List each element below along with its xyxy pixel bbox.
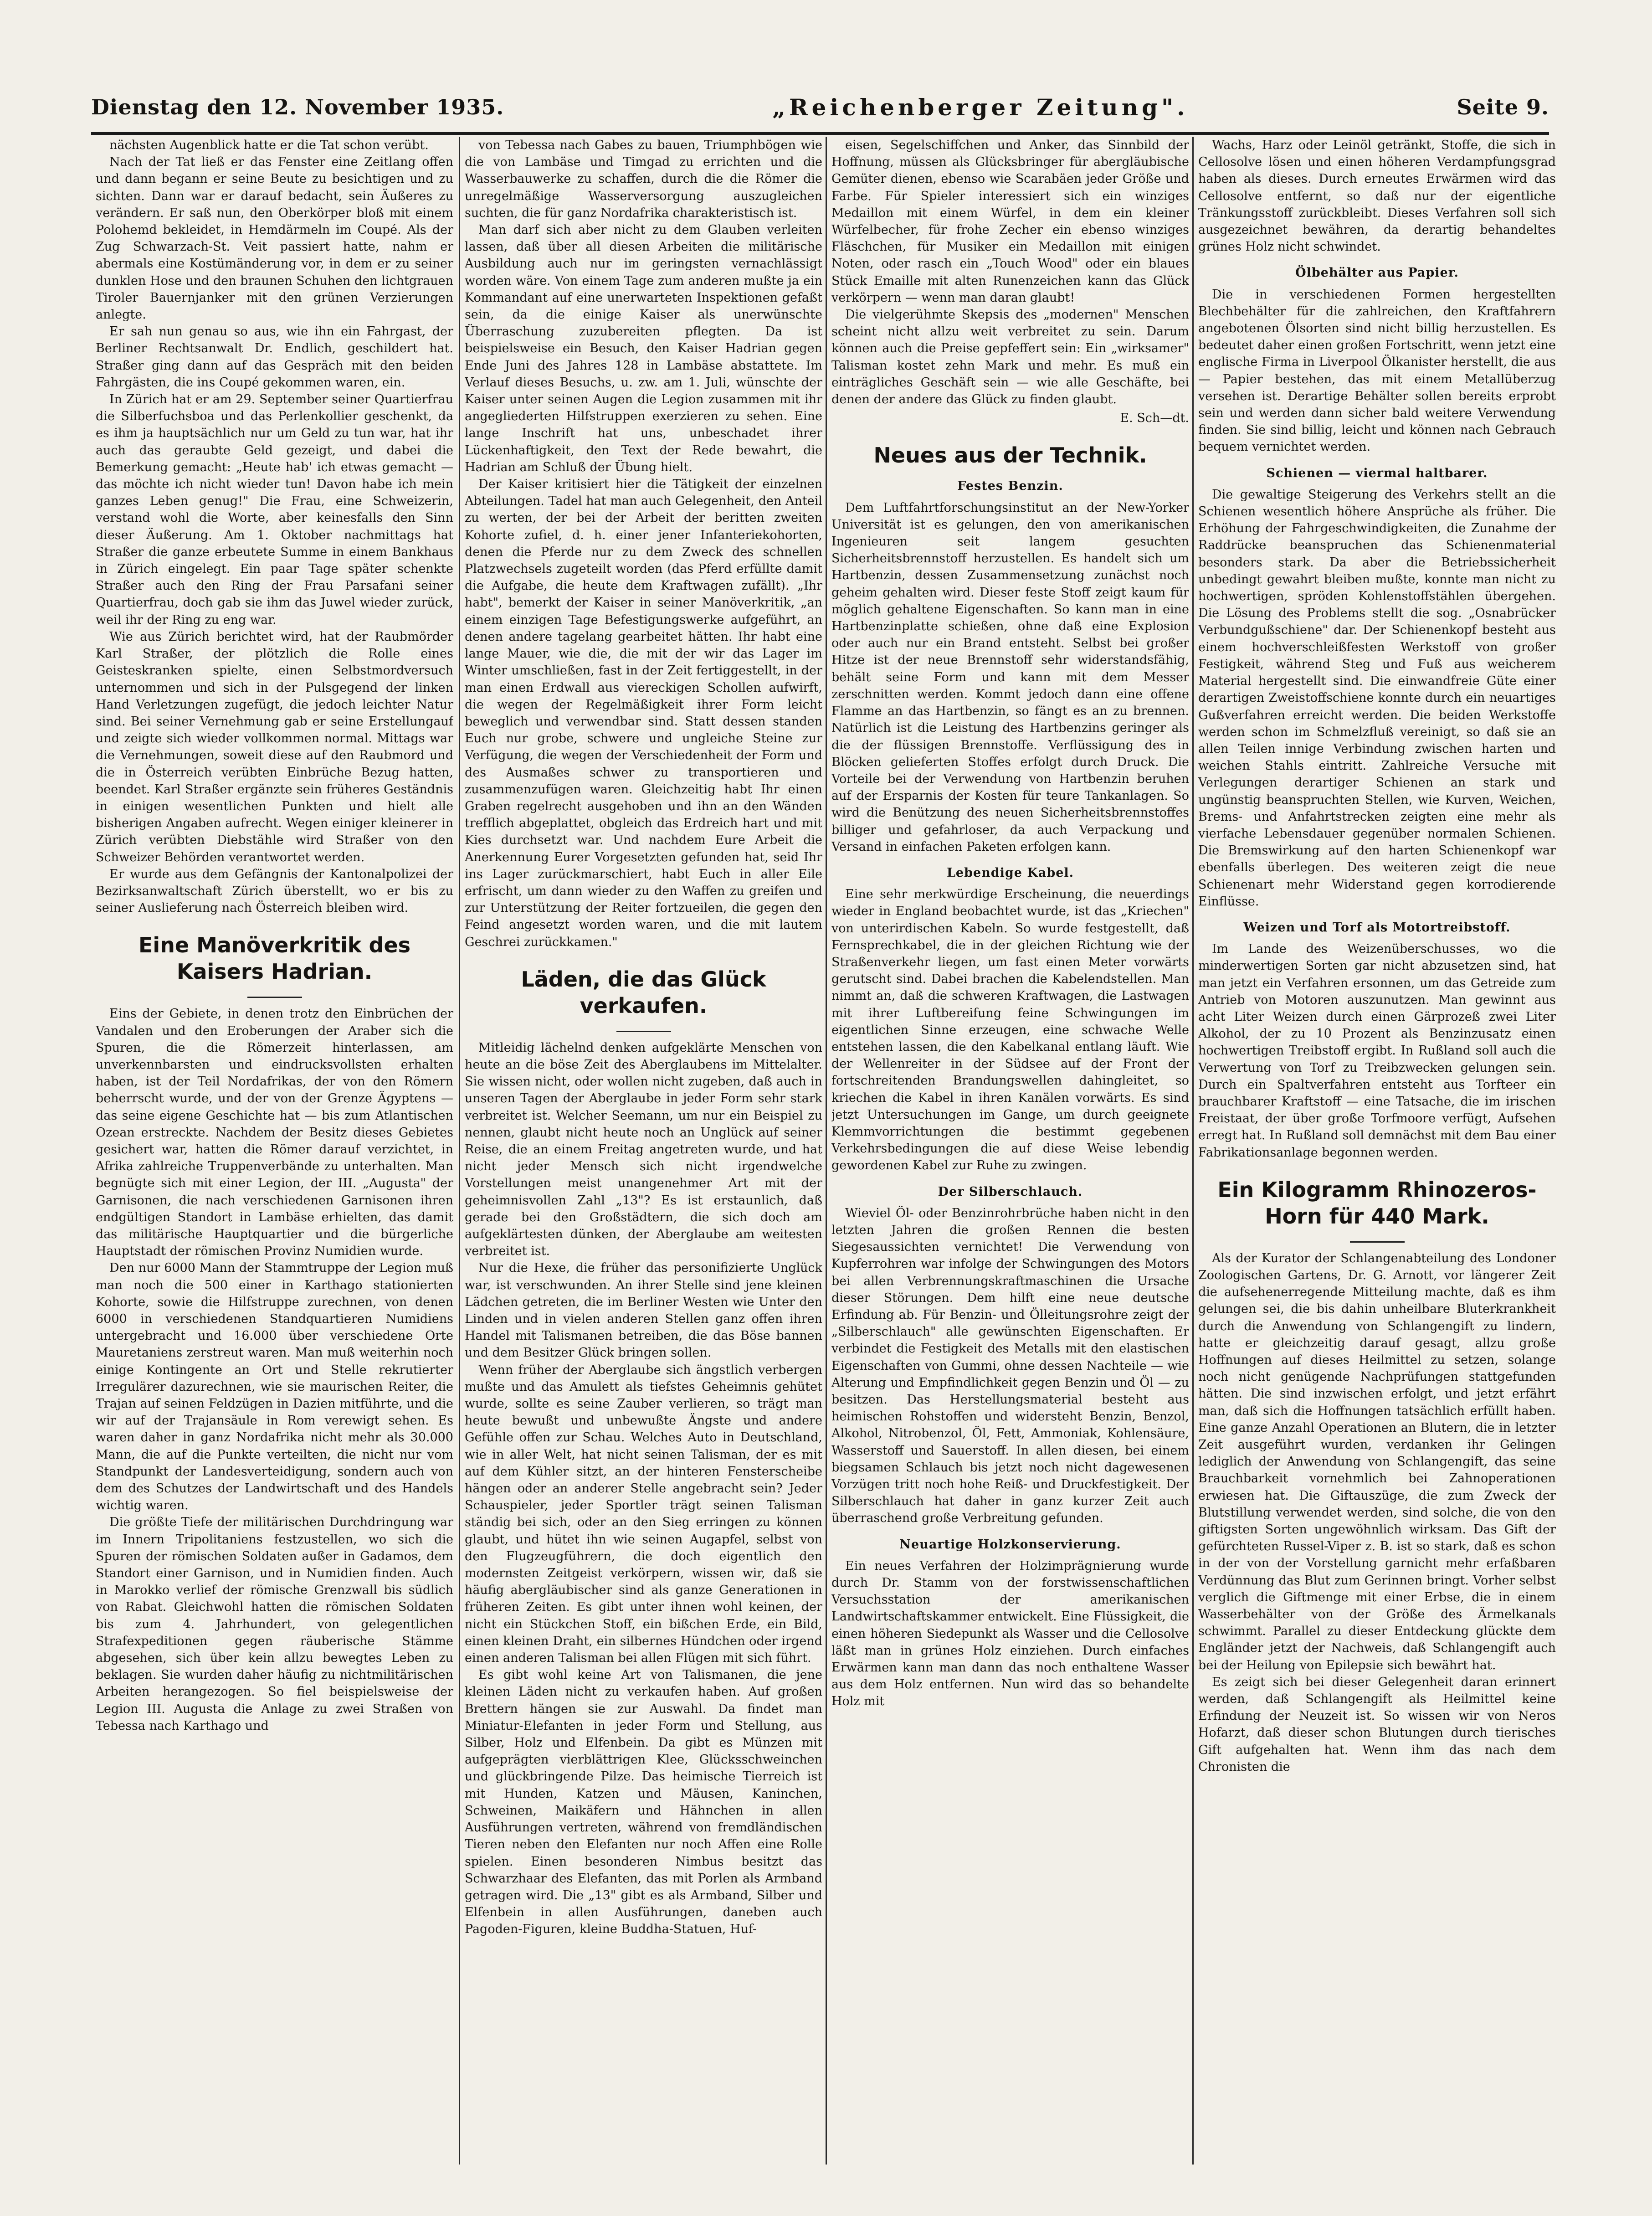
article-paragraph: Als der Kurator der Schlangenabteilung des Londoner Zoologischen Gartens, Dr. G. Arnott, vor längerer Zeit die aufsehenerregende Mitteilung machte, daß es ihm gelungen sei, die bis dahin unheilbare Bluterkrankheit durch die Anwendung von Schlangengift zu lindern, hatte er gleichzeitig darauf gesagt, allzu große Hoffnungen auf dieses Heilmittel zu setzen, solange noch nicht genügende Nachprüfungen stattgefunden hätten. Die sind inzwischen erfolgt, und jetzt erfährt man, daß sich die Hoffnungen tatsächlich erfüllt haben. Eine ganze Anzahl Operationen an Blutern, die in letzter Zeit ausgeführt wurden, verdanken ihr Gelingen lediglich der Anwendung von Schlangengift, das seine Brauchbarkeit vornehmlich bei Zahnoperationen erwiesen hat. Die Giftauszüge, die zum Zweck der Blutstillung verwendet werden, sind solche, die von den giftigsten Sorten ungewöhnlich wirksam. Das Gift der gefürchteten Russel-Viper z. B. ist so stark, daß es schon in der von der Vorstellung garnicht mehr erfaßbaren Verdünnung das Blut zum Gerinnen bringt. Vorher selbst verglich die Giftmenge mit einer Erbse, die in einem Wasserbehälter von der Größe des Ärmelkanals schwimmt. Parallel zu dieser Entdeckung glückte dem Engländer jetzt der Nachweis, daß Schlangengift auch bei der Heilung von Epilepsie sich bewährt hat.	[1198, 1251, 1556, 1672]
article-paragraph: Wie aus Zürich berichtet wird, hat der Raubmörder Karl Straßer, der plötzlich die Rolle eines Geisteskranken spielte, einen Selbstmordversuch unternommen und sich in der Pulsgegend der linken Hand Verletzungen zugefügt, die jedoch leichter Natur sind. Bei seiner Vernehmung gab er seine Erstellungauf und zeigte sich wieder vollkommen normal. Mittags war die Vernehmungen, soweit diese auf den Raubmord und die in Österreich verübten Einbrüche Bezug hatten, beendet. Karl Straßer ergänzte sein früheres Geständnis in einigen wesentlichen Punkten und hielt alle bisherigen Angaben aufrecht. Wegen einiger kleinerer in Zürich verübten Diebstähle wird Straßer von den Schweizer Behörden verantwortet werden.	[96, 629, 453, 864]
article-paragraph: Den nur 6000 Mann der Stammtruppe der Legion muß man noch die 500 einer in Karthago stationierten Kohorte, sowie die Hilfstruppe zurechnen, von denen 6000 in verschiedenen Standquartieren Numidiens untergebracht und 16.000 über verschiedene Orte Mauretaniens zerstreut waren. Man muß weiterhin noch einige Kontingente an Ort und Stelle rekrutierter Irregulärer dazurechnen, wie sie maurischen Reiter, die Trajan auf seinen Feldzügen in Dazien mitführte, und die wir auf der Trajansäule in Rom verewigt sehen. Es waren daher in ganz Nordafrika nicht mehr als 30.000 Mann, die auf die Punkte verteilten, die nicht nur vom Standpunkt der Landesverteidigung, sondern auch von dem des Schutzes der Landwirtschaft und des Handels wichtig waren.	[96, 1261, 453, 1513]
article-paragraph: Es gibt wohl keine Art von Talismanen, die jene kleinen Läden nicht zu verkaufen haben. Auf großen Brettern hängen sie zur Auswahl. Da findet man Miniatur-Elefanten in jeder Form und Stellung, aus Silber, Holz und Elfenbein. Da gibt es Münzen mit aufgeprägten vierblättrigen Klee, Glücksschweinchen und glückbringende Pilze. Das heimische Tierreich ist mit Hunden, Katzen und Mäusen, Kaninchen, Schweinen, Maikäfern und Hähnchen in allen Ausführungen vertreten, während von fremdländischen Tieren neben den Elefanten nur noch Affen eine Rolle spielen. Einen besonderen Nimbus besitzt das Schwarzhaar des Elefanten, das mit Porlen als Armband getragen wird. Die „13" gibt es als Armband, Silber und Elfenbein in allen Ausführungen, daneben auch Pagoden-Figuren, kleine Buddha-Statuen, Huf-	[465, 1668, 822, 1937]
article-paragraph: Die vielgerühmte Skepsis des „modernen" Menschen scheint nicht allzu weit verbreitet zu sein. Darum können auch die Preise gepfeffert sein: Ein „wirksamer" Talisman kostet zehn Mark und mehr. Es muß ein einträgliches Geschäft sein — wie alle Geschäfte, bei denen der andere das Glück zu finden glaubt.	[831, 308, 1189, 407]
column-1	[96, 137, 453, 2165]
article-paragraph: Die in verschiedenen Formen hergestellten Blechbehälter für die zahlreichen, den Kraftfahrern angebotenen Ölsorten sind nicht billig herzustellen. Es bedeutet daher einen großen Fortschritt, wenn jetzt eine englische Firma in Liverpool Ölkanister herstellt, die aus — Papier bestehen, das mit einem Metallüberzug versehen ist. Derartige Behälter sollen bereits erprobt sein und werden dann sicher bald weitere Verwendung finden. Sie sind billig, leicht und können nach Gebrauch bequem vernichtet werden.	[1198, 287, 1556, 454]
article-paragraph: Er sah nun genau so aus, wie ihn ein Fahrgast, der Berliner Rechtsanwalt Dr. Endlich, geschildert hat. Straßer ging dann auf das Gespräch mit den beiden Fahrgästen, die ins Coupé gekommen waren, ein.	[96, 324, 453, 390]
article-paragraph: Wenn früher der Aberglaube sich ängstlich verbergen mußte und das Amulett als tiefstes Geheimnis gehütet wurde, sollte es seine Zauber verlieren, so trägt man heute bewußt und unbewußte Ängste und andere Gefühle offen zur Schau. Welches Auto in Deutschland, wie in aller Welt, hat nicht seinen Talisman, der es mit auf dem Kühler sitzt, an der hinteren Fensterscheibe hängen oder an anderer Stelle angebracht sein? Jeder Schauspieler, jeder Sportler trägt seinen Talisman ständig bei sich, oder an den Sieg erringen zu können glaubt, und hütet ihn wie seinen Augapfel, selbst von den Flugzeugführern, die doch eigentlich den modernsten Zeitgeist verkörpern, wissen wir, daß sie häufig abergläubischer sind als ganze Generationen in früheren Zeiten. Es gibt unter ihnen wohl keinen, der nicht ein Stückchen Stoff, ein bißchen Erde, ein Bild, einen kleinen Draht, ein silbernes Hündchen oder irgend einen anderen Talisman bei allen Flügen mit sich führt.	[465, 1363, 822, 1666]
article-headline: Eine Manöverkritik des Kaisers Hadrian.	[138, 933, 411, 984]
headline-rule	[247, 997, 302, 998]
column-rule	[1192, 137, 1194, 2165]
article-paragraph: Es zeigt sich bei dieser Gelegenheit daran erinnert werden, daß Schlangengift als Heilmittel keine Erfindung der Neuzeit ist. So wissen wir von Neros Hofarzt, daß dieser schon Blutungen durch tierisches Gift aufgehalten hat. Wenn ihm das nach dem Chronisten die	[1198, 1675, 1556, 1774]
article-paragraph: Die größte Tiefe der militärischen Durchdringung war im Innern Tripolitaniens festzustellen, wo sich die Spuren der römischen Soldaten außer in Gadamos, dem Standort einer Garnison, und in Numidien finden. Auch in Marokko verlief der römische Grenzwall bis südlich von Rabat. Gleichwohl hatten die römischen Soldaten bis zum 4. Jahrhundert, von gelegentlichen Strafexpeditionen gegen räuberische Stämme abgesehen, sich über kein allzu bewegtes Leben zu beklagen. Sie wurden daher häufig zu nichtmilitärischen Arbeiten herangezogen. So fiel beispielsweise der Legion III. Augusta die Anlage zu zwei Straßen von Tebessa nach Karthago und	[96, 1515, 453, 1733]
column-3	[831, 137, 1189, 2165]
subheading: Festes Benzin.	[957, 479, 1063, 494]
column-2	[465, 137, 822, 2165]
article-paragraph: eisen, Segelschiffchen und Anker, das Sinnbild der Hoffnung, müssen als Glücksbringer für abergläubische Gemüter dienen, ebenso wie Scarabäen jeder Größe und Farbe. Für Spieler interessiert sich ein winziges Medaillon mit einem Würfel, in dem ein kleiner Würfelbecher, für frohe Zecher ein ebenso winziges Fläschchen, für Musiker ein Medaillon mit einigen Noten, oder rasch ein „Touch Wood" oder ein blaues Stück Emaille mit alten Runenzeichen kann das Glück verkörpern — wenn man daran glaubt!	[831, 138, 1189, 305]
article-paragraph: Der Kaiser kritisiert hier die Tätigkeit der einzelnen Abteilungen. Tadel hat man auch Gelegenheit, den Anteil zu werten, der bei der Arbeit der beritten zweiten Kohorte zufiel, d. h. einer jener Infanteriekohorten, denen die Pferde nur zu dem Zweck des schnellen Platzwechsels zugeteilt worden (das Pferd erfüllte damit die Aufgabe, die heute dem Kraftwagen zufällt). „Ihr habt", bemerkt der Kaiser in seiner Manöverkritik, „an einem einzigen Tage Befestigungswerke aufgeführt, an denen andere tagelang gearbeitet hätten. Ihr habt eine lange Mauer, wie die, die mit der wir das Lager im Winter umschließen, fast in der Zeit fertiggestellt, in der man einen Erdwall aus viereckigen Schollen aufwirft, die wegen der Regelmäßigkeit ihrer Form leicht beweglich und verwendbar sind. Statt dessen standen Euch nur grobe, schwere und ungleiche Steine zur Verfügung, die wegen der Verschiedenheit der Form und des Ausmaßes schwer zu transportieren und zusammenzufügen waren. Gleichzeitig habt Ihr einen Graben regelrecht ausgehoben und ihn an den Wänden trefflich abgeplattet, obgleich das Erdreich hart und mit Kies durchsetzt war. Und nachdem Eure Arbeit die Anerkennung Eurer Vorgesetzten gefunden hat, seid Ihr ins Lager zurückmarschiert, habt Euch in aller Eile erfrischt, um dann wieder zu den Waffen zu greifen und zur Unterstützung der Reiter fortzueilen, die gegen den Feind angesetzt worden waren, und die mit lautem Geschrei zurückkamen."	[465, 477, 822, 949]
column-rule	[826, 137, 827, 2165]
headline-rule	[616, 1031, 671, 1032]
article-headline: Ein Kilogramm Rhinozeros-Horn für 440 Mark.	[1217, 1177, 1537, 1229]
article-paragraph: In Zürich hat er am 29. September seiner Quartierfrau die Silberfuchsboa und das Perlenkollier geschenkt, da es ihm ja hauptsächlich nur um Geld zu tun war, hat ihr auch das geraubte Geld gezeigt, und dabei die Bemerkung gemacht: „Heute hab' ich etwas gemacht — das möchte ich nicht wieder tun! Davon habe ich mein ganzes Leben genug!" Die Frau, eine Schweizerin, verstand wohl die Worte, aber keinesfalls den Sinn dieser Äußerung. Am 1. Oktober nachmittags hat Straßer die ganze erbeutete Summe in einem Bankhaus in Zürich eingelegt. Ein paar Tage später schenkte Straßer auch den Ring der Frau Parsafani seiner Quartierfrau, doch gab sie ihm das Juwel wieder zurück, weil ihr der Ring zu eng war.	[96, 392, 453, 627]
article-paragraph: von Tebessa nach Gabes zu bauen, Triumphbögen wie die von Lambäse und Timgad zu errichten und die Wasserbauwerke zu schaffen, durch die die Römer die unregelmäßige Wasserversorgung auszugleichen suchten, die für ganz Nordafrika charakteristisch ist.	[465, 138, 822, 220]
article-paragraph: Eins der Gebiete, in denen trotz den Einbrüchen der Vandalen und den Eroberungen der Araber sich die Spuren, die die Römerzeit hinterlassen, am unverkennbarsten und eindrucksvollsten erhalten haben, ist der Teil Nordafrikas, der von den Römern beherrscht wurde, und der von der Grenze Ägyptens — das seine eigene Geschichte hat — bis zum Atlantischen Ozean erstreckte. Nachdem der Besitz dieses Gebietes gesichert war, hatten die Römer darauf verzichtet, in Afrika zahlreiche Truppenverbände zu unterhalten. Man begnügte sich mit einer Legion, der III. „Augusta" der Garnisonen, die nach verschiedenen Garnisonen ihren endgültigen Standort in Lambäse erhielten, das damit das militärische Hauptquartier und die bürgerliche Hauptstadt der römischen Provinz Numidien wurde.	[96, 1007, 453, 1259]
subheading: Schienen — viermal haltbarer.	[1266, 466, 1488, 480]
subheading: Weizen und Torf als Motortreibstoff.	[1243, 920, 1511, 935]
page-header	[91, 82, 1549, 135]
author-signature: E. Sch—dt.	[1120, 411, 1189, 426]
header-paper-name: „Reichenberger Zeitung".	[772, 93, 1189, 121]
article-paragraph: Im Lande des Weizenüberschusses, wo die minderwertigen Sorten gar nicht abzusetzen sind, hat man jetzt ein Verfahren ersonnen, um das Getreide zum Antrieb von Motoren auszunutzen. Man gewinnt aus acht Liter Weizen durch einen Gärprozeß zwei Liter Alkohol, der zu 10 Prozent als Benzinzusatz einen hochwertigen Treibstoff ergibt. In Rußland soll auch die Verwertung von Torf zu Treibzwecken gelungen sein. Durch ein Spaltverfahren entsteht aus Torfteer ein brauchbarer Kraftstoff — eine Tatsache, die im irischen Freistaat, der über große Torfmoore verfügt, Aufsehen erregt hat. In Rußland soll demnächst mit dem Bau einer Fabrikationsanlage begonnen werden.	[1198, 942, 1556, 1160]
article-paragraph: Ein neues Verfahren der Holzimprägnierung wurde durch Dr. Stamm von der forstwissenschaftlichen Versuchsstation der amerikanischen Landwirtschaftskammer entwickelt. Eine Flüssigkeit, die einen höheren Siedepunkt als Wasser und die Cellosolve läßt man in grünes Holz einziehen. Durch einfaches Erwärmen kann man dann das noch enthaltene Wasser aus dem Holz entfernen. Nun wird das so behandelte Holz mit	[831, 1558, 1189, 1709]
article-paragraph: Nur die Hexe, die früher das personifizierte Unglück war, ist verschwunden. An ihrer Stelle sind jene kleinen Lädchen getreten, die im Berliner Westen wie Unter den Linden und in vielen anderen Stellen ganz offen ihren Handel mit Talismanen betreiben, die das Böse bannen und dem Besitzer Glück bringen sollen.	[465, 1261, 822, 1360]
article-paragraph: Eine sehr merkwürdige Erscheinung, die neuerdings wieder in England beobachtet wurde, ist das „Kriechen" von unterirdischen Kabeln. So wurde festgestellt, daß Fernsprechkabel, die in der gleichen Richtung wie der Straßenverkehr liegen, um fast einen Meter vorwärts gerutscht sind. Dabei brachen die Kabelendstellen. Man nimmt an, daß die schweren Kraftwagen, die Lastwagen mit ihrer Luftbereifung feine Schwingungen im eigentlichen Sinne erzeugen, eine schwache Welle entstehen lassen, die den Kabelkanal entlang läuft. Wie der Wellenreiter in der Südsee auf der Front der fortschreitenden Brandungswellen dahingleitet, so kriechen die Kabel in ihren Kanälen vorwärts. Es sind jetzt Untersuchungen im Gange, um durch geeignete Klemmvorrichtungen die bestimmt gegebenen Verkehrsbedingungen die auf diese Weise lebendig gewordenen Kabel zur Ruhe zu zwingen.	[831, 887, 1189, 1173]
article-paragraph: Wachs, Harz oder Leinöl getränkt, Stoffe, die sich in Cellosolve lösen und einen höheren Verdampfungsgrad haben als dieses. Durch erneutes Erwärmen wird das Cellosolve entfernt, so daß nur der eigentliche Tränkungsstoff zurückbleibt. Dieses Verfahren soll sich ausgezeichnet bewähren, da derartig behandeltes grünes Holz nicht schwindet.	[1198, 138, 1556, 254]
headline-rule	[1350, 1241, 1405, 1243]
article-paragraph: nächsten Augenblick hatte er die Tat schon verübt.	[109, 138, 429, 152]
article-paragraph: Dem Luftfahrtforschungsinstitut an der New-Yorker Universität ist es gelungen, den von amerikanischen Ingenieuren seit langem gesuchten Sicherheitsbrennstoff herzustellen. Es handelt sich um Hartbenzin, dessen Zusammensetzung zunächst noch geheim gehalten wird. Dieser feste Stoff zeigt kaum für möglich gehaltene Eigenschaften. So kann man in eine Hartbenzinplatte schießen, ohne daß eine Explosion oder auch nur ein Brand entsteht. Selbst bei großer Hitze ist der neue Brennstoff sehr widerstandsfähig, behält seine Form und kann mit dem Messer zerschnitten werden. Kommt jedoch dann eine offene Flamme an das Hartbenzin, so fängt es an zu brennen. Natürlich ist die Leistung des Hartbenzins geringer als die der flüssigen Brennstoffe. Verflüssigung des in Blöcken gelieferten Stoffes erfolgt durch Druck. Die Vorteile bei der Verwendung von Hartbenzin beruhen auf der Ersparnis der Kosten für teure Tankanlagen. So wird die Benützung des neuen Sicherheitsbrennstoffes billiger und gefahrloser, da auch Verpackung und Versand in einfachen Paketen erfolgen kann.	[831, 500, 1189, 854]
subheading: Neuartige Holzkonservierung.	[899, 1537, 1121, 1552]
article-paragraph: Man darf sich aber nicht zu dem Glauben verleiten lassen, daß über all diesen Arbeiten die militärische Ausbildung auch nur im geringsten vernachlässigt worden wäre. Von einem Tage zum anderen mußte ja ein Kommandant auf eine unerwarteten Inspektionen gefaßt sein, da die einige Kaiser als unerwünschte Überraschung zuzubereiten pflegten. Da ist beispielsweise ein Besuch, den Kaiser Hadrian gegen Ende Juni des Jahres 128 in Lambäse abstattete. Im Verlauf dieses Besuchs, u. zw. am 1. Juli, wünschte der Kaiser unter seinen Augen die Legion zusammen mit ihr angegliederten Hilfstruppen exerzieren zu sehen. Eine lange Inschrift hat uns, unbeschadet ihrer Lückenhaftigkeit, den Text der Rede bewahrt, die Hadrian am Schluß der Übung hielt.	[465, 223, 822, 474]
header-page-number: Seite 9.	[1457, 95, 1549, 119]
subheading: Lebendige Kabel.	[946, 865, 1074, 880]
article-paragraph: Wieviel Öl- oder Benzinrohrbrüche haben nicht in den letzten Jahren die großen Rennen die besten Siegesaussichten vernichtet! Die Verwendung von Kupferrohren war infolge der Schwingungen des Motors bei allen Verbrennungskraftmaschinen die Ursache dieser Störungen. Dem hilft eine neue deutsche Erfindung ab. Für Benzin- und Ölleitungsrohre zeigt der „Silberschlauch" alle gewünschten Eigenschaften. Er verbindet die Festigkeit des Metalls mit den elastischen Eigenschaften von Gummi, ohne dessen Nachteile — wie Alterung und Empfindlichkeit gegen Benzin und Öl — zu besitzen. Das Herstellungsmaterial besteht aus heimischen Rohstoffen und widersteht Benzin, Benzol, Alkohol, Nitrobenzol, Öl, Fett, Ammoniak, Kohlensäure, Wasserstoff und Sauerstoff. In allen diesen, bei einem biegsamen Schlauch bis jetzt noch nicht dagewesenen Vorzügen tritt noch hohe Reiß- und Druckfestigkeit. Der Silberschlauch hat daher in ganz kurzer Zeit auch überraschend große Verbreitung gefunden.	[831, 1206, 1189, 1526]
article-paragraph: Nach der Tat ließ er das Fenster eine Zeitlang offen und dann begann er seine Beute zu besichtigen und zu sichten. Dann war er darauf bedacht, sein Äußeres zu verändern. Er saß nun, den Oberkörper bloß mit einem Polohemd bekleidet, in Hemdärmeln im Coupé. Als der Zug Schwarzach-St. Veit passiert hatte, nahm er abermals eine Kostümänderung vor, in dem er zu seiner dunklen Hose und den braunen Schuhen den lichtgrauen Tiroler Bauernjanker mit den grünen Verzierungen anlegte.	[96, 155, 453, 322]
subheading: Ölbehälter aus Papier.	[1295, 266, 1459, 280]
column-4	[1198, 137, 1556, 2165]
article-paragraph: Mitleidig lächelnd denken aufgeklärte Menschen von heute an die böse Zeit des Aberglaubens im Mittelalter. Sie wissen nicht, oder wollen nicht zugeben, daß auch in unseren Tagen der Aberglaube in jeder Form sehr stark verbreitet ist. Welcher Seemann, um nur ein Beispiel zu nennen, glaubt nicht heute noch an Unglück auf seiner Reise, die an einem Freitag angetreten wurde, und hat nicht jeder Mensch sich nicht irgendwelche Vorstellungen meist unangenehmer Art mit der geheimnisvollen Zahl „13"? Es ist erstaunlich, daß gerade bei den Großstädtern, die sich doch am aufgeklärtesten dünken, der Aberglaube am weitesten verbreitet ist.	[465, 1040, 822, 1259]
article-headline: Läden, die das Glück verkaufen.	[521, 967, 766, 1018]
article-paragraph: Die gewaltige Steigerung des Verkehrs stellt an die Schienen wesentlich höhere Ansprüche als früher. Die Erhöhung der Fahrgeschwindigkeiten, die Zunahme der Raddrücke beanspruchen das Schienenmaterial besonders stark. Da aber die Betriebssicherheit unbedingt gewahrt bleiben mußte, konnte man nicht zu hochwertigen, spröden Kohlenstoffstählen übergehen. Die Lösung des Problems stellt die sog. „Osnabrücker Verbundgußschiene" dar. Der Schienenkopf besteht aus einem hochverschleißfesten Werkstoff von großer Festigkeit, während Steg und Fuß aus weicherem Material hergestellt sind. Die einwandfreie Güte einer derartigen Zweistoffschiene konnte durch ein neuartiges Gußverfahren erreicht werden. Die beiden Werkstoffe werden schon im Schmelzfluß vereinigt, so daß sie an allen Teilen innige Verbindung zwischen harten und weichen Stahls eintritt. Zahlreiche Versuche mit Verlegungen derartiger Schienen an stark und ungünstig beanspruchten Stellen, wie Kurven, Weichen, Brems- und Anfahrtstrecken zeigten eine mehr als vierfache Lebensdauer gegenüber normalen Schienen. Die Bremswirkung auf den harten Schienenkopf war ebenfalls überlegen. Des weiteren zeigt die neue Schienenart mehr Widerstand gegen korrodierende Einflüsse.	[1198, 487, 1556, 909]
article-paragraph: Er wurde aus dem Gefängnis der Kantonalpolizei der Bezirksanwaltschaft Zürich überstellt, wo er bis zu seiner Auslieferung nach Österreich bleiben wird.	[96, 867, 453, 915]
column-rule	[459, 137, 460, 2165]
section-headline: Neues aus der Technik.	[873, 443, 1147, 468]
subheading: Der Silberschlauch.	[938, 1184, 1083, 1199]
header-date: Dienstag den 12. November 1935.	[91, 95, 504, 119]
